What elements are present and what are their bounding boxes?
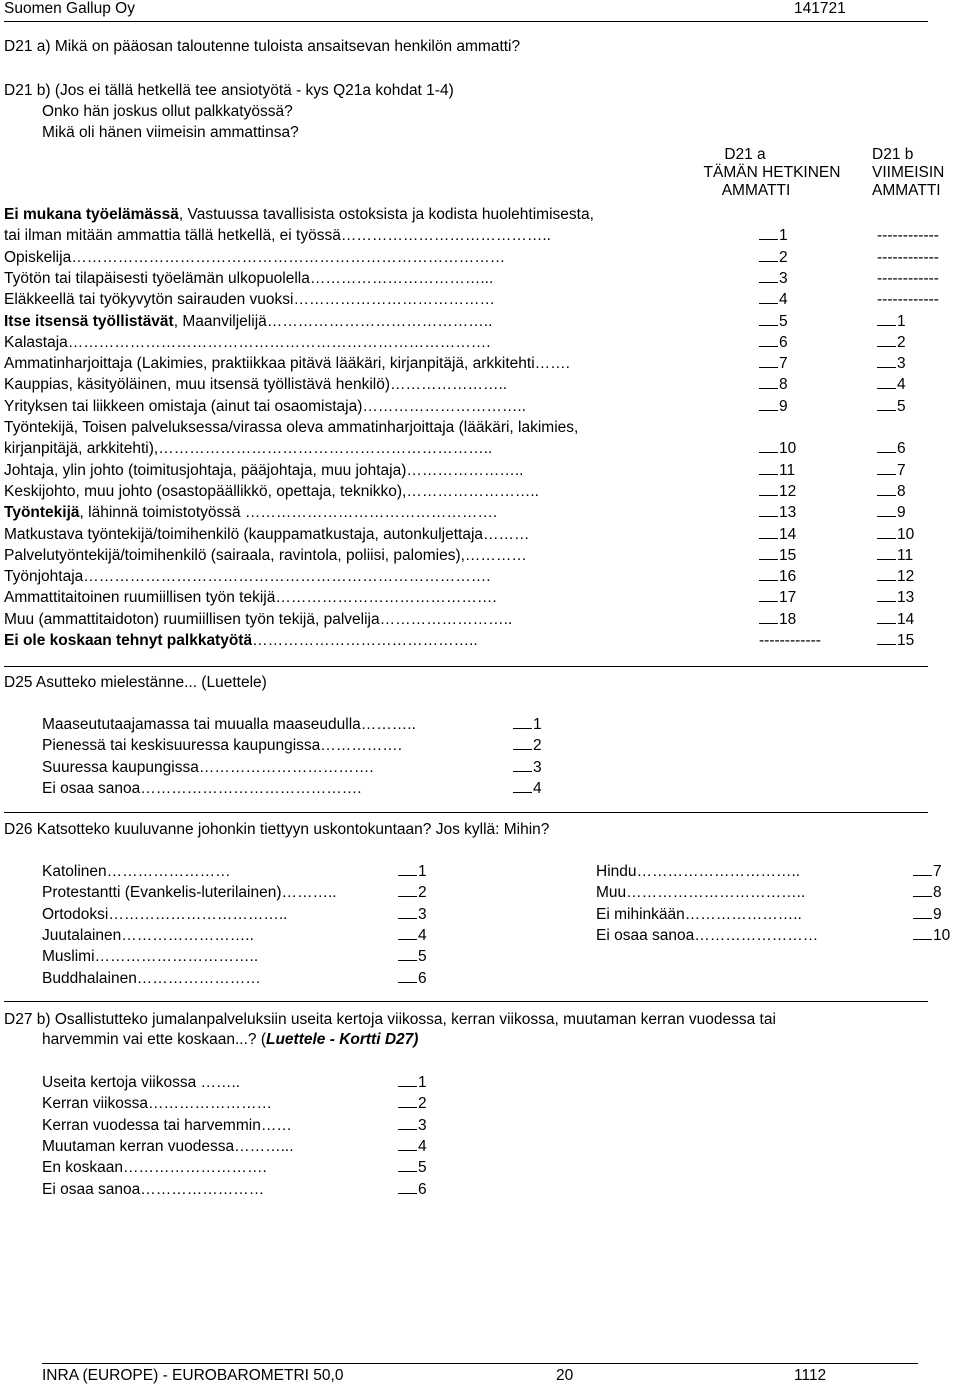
code-latest-value[interactable]: 7 — [877, 462, 906, 479]
answer-blank — [877, 313, 896, 326]
list-item-code[interactable] — [913, 863, 942, 881]
list-item-code-value[interactable]: 6 — [398, 1181, 427, 1198]
row-label-text: Kalastaja………………………………………………………………………. — [4, 333, 491, 351]
answer-blank — [759, 270, 778, 283]
code-current-value[interactable]: 11 — [759, 462, 795, 479]
code-current-value[interactable]: 1 — [759, 227, 788, 244]
row-label — [4, 313, 492, 331]
col-a-header-line2: TÄMÄN HETKINEN — [703, 164, 841, 181]
code-latest-value[interactable]: 12 — [877, 568, 914, 585]
row-label — [4, 589, 497, 607]
row-label-text: , lähinnä toimistotyössä …………………………………………. — [79, 504, 498, 522]
list-item[interactable]: Ei osaa sanoa…………………… — [596, 926, 819, 944]
document-number: 141721 — [794, 0, 846, 17]
row-label-text: Ammattitaitoinen ruumiillisen työn tekijä……………………………………. — [4, 589, 497, 607]
table-row — [4, 376, 954, 397]
code-current-value[interactable]: 9 — [759, 398, 788, 415]
row-label-bold: Itse itsensä työllistävät — [4, 312, 174, 330]
list-item[interactable]: En koskaan………………………. — [42, 1159, 267, 1177]
table-row — [4, 462, 954, 483]
code-current[interactable] — [759, 376, 788, 394]
row-label — [4, 291, 495, 309]
row-label-text: Keskijohto, muu johto (osastopäällikkö, opettaja, teknikko),…………………….. — [4, 482, 539, 500]
row-label — [4, 419, 578, 437]
code-current-value[interactable]: 13 — [759, 504, 796, 521]
list-item[interactable]: Protestantti (Evankelis-luterilainen)……….. — [42, 884, 337, 902]
answer-blank — [513, 737, 532, 750]
list-item-code-value[interactable]: 5 — [398, 1159, 427, 1176]
code-latest[interactable] — [877, 526, 914, 544]
d21b-question-line3: Mikä oli hänen viimeisin ammattinsa? — [42, 124, 299, 141]
table-row — [4, 249, 954, 270]
code-current-value[interactable]: 8 — [759, 376, 788, 393]
answer-blank — [759, 568, 778, 581]
row-label — [4, 334, 491, 352]
code-latest[interactable] — [877, 611, 914, 629]
row-label — [4, 249, 505, 267]
row-label — [4, 504, 497, 522]
answer-blank — [398, 863, 417, 876]
answer-blank — [398, 1181, 417, 1194]
code-current-value[interactable]: 7 — [759, 355, 788, 372]
answer-blank — [513, 780, 532, 793]
row-label — [4, 568, 491, 586]
list-item[interactable]: Ei osaa sanoa…………………… — [42, 1180, 265, 1198]
code-latest-value[interactable]: 5 — [877, 398, 906, 415]
answer-blank — [759, 376, 778, 389]
code-latest-value[interactable]: 9 — [877, 504, 906, 521]
answer-blank — [877, 611, 896, 624]
divider-d25 — [4, 812, 928, 813]
code-latest-value[interactable]: 2 — [877, 334, 906, 351]
code-latest-value[interactable]: 3 — [877, 355, 906, 372]
answer-blank — [759, 227, 778, 240]
table-row — [4, 632, 954, 653]
table-row — [4, 504, 954, 525]
code-current[interactable] — [759, 483, 796, 501]
list-item-code[interactable] — [513, 737, 542, 755]
row-label-bold: Ei mukana työelämässä — [4, 206, 179, 223]
list-item-code[interactable] — [913, 927, 950, 945]
table-row — [4, 483, 954, 504]
list-item-code-value[interactable]: 1 — [398, 863, 427, 880]
code-latest-value[interactable]: 13 — [877, 589, 914, 606]
answer-blank — [877, 355, 896, 368]
answer-blank — [877, 504, 896, 517]
col-a-header-line3: AMMATTI — [721, 182, 791, 199]
list-item[interactable]: Muslimi………………………….. — [42, 948, 259, 966]
answer-blank — [513, 716, 532, 729]
answer-blank — [759, 483, 778, 496]
list-item-code[interactable] — [398, 1074, 427, 1092]
answer-blank — [759, 355, 778, 368]
table-row — [4, 568, 954, 589]
list-item[interactable]: Hindu………………………….. — [596, 863, 801, 880]
answer-blank — [398, 927, 417, 940]
answer-blank — [877, 589, 896, 602]
list-item-code[interactable] — [398, 970, 427, 988]
answer-blank — [877, 334, 896, 347]
list-item-code-value[interactable]: 3 — [398, 906, 427, 923]
answer-blank — [877, 462, 896, 475]
code-latest-value[interactable]: ------------ — [877, 269, 939, 287]
code-current[interactable] — [759, 313, 788, 331]
d27-question-text: harvemmin vai ette koskaan...? ( — [42, 1031, 266, 1048]
table-row — [4, 227, 954, 248]
table-row — [4, 313, 954, 334]
code-latest[interactable] — [877, 440, 906, 458]
list-item-code[interactable] — [398, 1117, 427, 1135]
list-item[interactable]: Useita kertoja viikossa …….. — [42, 1074, 241, 1091]
list-item-code[interactable] — [513, 759, 542, 777]
row-label-text: Ammatinharjoittaja (Lakimies, praktiikkaa pitävä lääkäri, kirjanpitäjä, arkkitehti……. — [4, 355, 570, 373]
list-item-code[interactable] — [913, 906, 942, 924]
answer-blank — [913, 884, 932, 897]
list-item[interactable]: Juutalainen…………………….. — [42, 926, 254, 944]
table-row — [4, 355, 954, 376]
row-label-text: Yrityksen tai liikkeen omistaja (ainut tai osaomistaja)………………………….. — [4, 397, 526, 415]
col-b-header-line3: AMMATTI — [872, 182, 941, 199]
row-label — [4, 355, 570, 373]
code-latest-value[interactable]: 11 — [877, 547, 913, 564]
code-latest-value[interactable]: 14 — [877, 611, 914, 628]
code-current-value[interactable]: 5 — [759, 313, 788, 330]
row-label-text: Kauppias, käsityöläinen, muu itsensä työllistävä henkilö)………………….. — [4, 376, 508, 394]
header-divider — [4, 21, 928, 22]
row-label — [4, 376, 507, 394]
answer-blank — [759, 398, 778, 411]
col-b-header-line2: VIIMEISIN — [872, 164, 945, 181]
answer-blank — [913, 906, 932, 919]
code-latest[interactable] — [877, 483, 906, 501]
list-item-code-value[interactable]: 4 — [398, 1138, 427, 1155]
code-current-value[interactable]: 12 — [759, 483, 796, 500]
code-current-value[interactable]: 14 — [759, 526, 796, 543]
code-current-value[interactable]: 4 — [759, 291, 788, 308]
list-item[interactable]: Buddhalainen…………………… — [42, 969, 261, 987]
code-current[interactable] — [759, 334, 788, 352]
code-current-value[interactable]: 15 — [759, 547, 796, 564]
list-item-code[interactable] — [398, 1095, 427, 1113]
list-item[interactable]: Ei osaa sanoa……………………………………. — [42, 779, 362, 797]
d21b-question-line1: D21 b) (Jos ei tällä hetkellä tee ansiotyötä - kys Q21a kohdat 1-4) — [4, 82, 454, 99]
list-item-code[interactable] — [513, 716, 542, 734]
list-item-code-value[interactable]: 3 — [513, 759, 542, 776]
answer-blank — [398, 970, 417, 983]
row-label-bold: Ei ole koskaan tehnyt palkkatyötä — [4, 632, 253, 649]
answer-blank — [759, 547, 778, 560]
footer-divider — [42, 1363, 918, 1364]
list-item-code-value[interactable]: 4 — [398, 927, 427, 944]
list-item-code-value[interactable]: 10 — [913, 927, 950, 944]
code-current[interactable] — [759, 270, 788, 288]
answer-blank — [759, 249, 778, 262]
divider-d21 — [4, 666, 928, 667]
answer-blank — [877, 398, 896, 411]
row-label — [4, 227, 551, 245]
answer-blank — [398, 948, 417, 961]
code-latest-value[interactable]: ------------ — [877, 227, 939, 245]
row-label — [4, 398, 526, 416]
list-item-code-value[interactable]: 4 — [513, 780, 542, 797]
code-latest-value[interactable]: 8 — [877, 483, 906, 500]
code-latest[interactable] — [877, 270, 939, 288]
code-latest[interactable] — [877, 355, 906, 373]
code-current[interactable] — [759, 355, 788, 373]
table-row — [4, 334, 954, 355]
answer-blank — [759, 291, 778, 304]
answer-blank — [877, 632, 896, 645]
list-item[interactable]: Suuressa kaupungissa……………………………. — [42, 758, 374, 776]
table-row — [4, 291, 954, 312]
d27-question-line2 — [42, 1031, 418, 1049]
list-item[interactable]: Maaseututaajamassa tai muualla maaseudulla……….. — [42, 716, 416, 733]
table-row — [4, 440, 954, 461]
answer-blank — [877, 568, 896, 581]
answer-blank — [513, 759, 532, 772]
code-current[interactable] — [759, 526, 796, 544]
code-current[interactable] — [759, 568, 796, 586]
list-item-code[interactable] — [398, 948, 427, 966]
list-item-code[interactable] — [398, 884, 427, 902]
list-item-code-value[interactable]: 9 — [913, 906, 942, 923]
row-label-bold: Työntekijä — [4, 504, 80, 522]
row-label — [4, 526, 530, 544]
answer-blank — [759, 440, 778, 453]
code-latest[interactable] — [877, 504, 906, 522]
code-latest[interactable] — [877, 398, 906, 416]
code-latest-value[interactable]: ------------ — [877, 291, 939, 309]
row-label-text: Palvelutyöntekijä/toimihenkilö (sairaala, ravintola, poliisi, palomies),………… — [4, 546, 527, 564]
col-a-header — [674, 146, 854, 200]
col-b-header — [872, 146, 944, 200]
list-item-code[interactable] — [398, 863, 427, 881]
answer-blank — [913, 927, 932, 940]
list-item-code-value[interactable]: 2 — [398, 1095, 427, 1112]
list-item-code-value[interactable]: 1 — [398, 1074, 427, 1091]
answer-blank — [398, 1117, 417, 1130]
code-current-value[interactable]: 2 — [759, 249, 788, 266]
row-label-text: , Vastuussa tavallisista ostoksista ja kodista huolehtimisesta, — [178, 206, 594, 223]
answer-blank — [398, 1095, 417, 1108]
table-row — [4, 270, 954, 291]
code-latest[interactable] — [877, 249, 939, 267]
code-current[interactable] — [759, 547, 796, 565]
row-label-text: Työnjohtaja……………………………………………………………………. — [4, 568, 491, 586]
d26-question: D26 Katsotteko kuuluvanne johonkin tiettyyn uskontokuntaan? Jos kyllä: Mihin? — [4, 821, 550, 838]
table-row — [4, 526, 954, 547]
row-label-text: Muu (ammattitaidoton) ruumiillisen työn tekijä, palvelija…………………….. — [4, 610, 513, 628]
answer-blank — [759, 611, 778, 624]
list-item-code-value[interactable]: 1 — [513, 716, 542, 733]
footer-page-number: 20 — [556, 1367, 574, 1384]
list-item[interactable]: Kerran vuodessa tai harvemmin…… — [42, 1116, 292, 1134]
answer-blank — [877, 547, 896, 560]
table-row — [4, 206, 954, 227]
list-item[interactable]: Muutaman kerran vuodessa………... — [42, 1137, 294, 1155]
answer-blank — [759, 589, 778, 602]
list-item-code[interactable] — [398, 1138, 427, 1156]
row-label — [4, 270, 493, 288]
footer-code: 1112 — [794, 1367, 827, 1384]
table-row — [4, 398, 954, 419]
row-label — [4, 547, 527, 565]
row-label — [4, 440, 492, 458]
code-current-value[interactable]: 18 — [759, 611, 796, 628]
code-current-value[interactable]: 3 — [759, 270, 788, 287]
code-latest-value[interactable]: 10 — [877, 526, 914, 543]
code-latest[interactable] — [877, 313, 906, 331]
list-item-code-value[interactable]: 7 — [913, 863, 942, 880]
code-current-value[interactable]: ------------ — [759, 632, 821, 649]
list-item-code[interactable] — [513, 780, 542, 798]
answer-blank — [398, 906, 417, 919]
list-item-code-value[interactable]: 6 — [398, 970, 427, 987]
row-label-text: Eläkkeellä tai työkyvytön sairauden vuoksi………………………………… — [4, 291, 495, 309]
list-item[interactable]: Kerran viikossa…………………… — [42, 1095, 272, 1113]
row-label-text: Työntekijä, Toisen palveluksessa/virassa oleva ammatinharjoittaja (lääkäri, lakimies, — [4, 419, 579, 436]
code-current[interactable] — [759, 504, 796, 522]
code-latest[interactable] — [877, 547, 913, 565]
d27-question-instruction: Luettele - Kortti D27) — [266, 1031, 419, 1048]
code-latest[interactable] — [877, 227, 939, 245]
code-latest[interactable] — [877, 568, 914, 586]
list-item[interactable]: Pienessä tai keskisuuressa kaupungissa……………. — [42, 737, 403, 755]
answer-blank — [398, 1138, 417, 1151]
company-name: Suomen Gallup Oy — [4, 0, 135, 17]
code-current[interactable] — [759, 611, 796, 629]
code-current[interactable] — [759, 291, 788, 309]
table-row — [4, 589, 954, 610]
row-label — [4, 632, 478, 650]
code-latest-value[interactable]: ------------ — [877, 248, 939, 266]
answer-blank — [398, 1074, 417, 1087]
code-current[interactable] — [759, 589, 796, 607]
row-label-text: Työtön tai tilapäisesti työelämän ulkopuolella……………………………... — [4, 269, 494, 287]
answer-blank — [759, 334, 778, 347]
table-row — [4, 611, 954, 632]
answer-blank — [913, 863, 932, 876]
list-item-code-value[interactable]: 8 — [913, 884, 942, 901]
code-latest-value[interactable]: 1 — [877, 313, 906, 330]
code-current[interactable] — [759, 398, 788, 416]
answer-blank — [398, 1159, 417, 1172]
code-latest[interactable] — [877, 632, 914, 650]
d25-question: D25 Asutteko mielestänne... (Luettele) — [4, 674, 267, 691]
code-current[interactable] — [759, 227, 788, 245]
code-current[interactable] — [759, 632, 821, 650]
code-latest[interactable] — [877, 291, 939, 309]
row-label — [4, 483, 539, 501]
answer-blank — [759, 313, 778, 326]
list-item-code[interactable] — [398, 906, 427, 924]
list-item[interactable]: Muu…………………………….. — [596, 884, 806, 902]
list-item-code[interactable] — [913, 884, 942, 902]
code-current[interactable] — [759, 440, 796, 458]
code-latest-value[interactable]: 4 — [877, 376, 906, 393]
answer-blank — [759, 462, 778, 475]
d21a-question: D21 a) Mikä on pääosan taloutenne tuloista ansaitsevan henkilön ammatti? — [4, 38, 521, 55]
answer-blank — [877, 440, 896, 453]
code-latest-value[interactable]: 15 — [877, 632, 914, 649]
answer-blank — [759, 504, 778, 517]
code-latest-value[interactable]: 6 — [877, 440, 906, 457]
list-item[interactable]: Ortodoksi…………………………….. — [42, 905, 288, 923]
answer-blank — [877, 483, 896, 496]
list-item-code-value[interactable]: 3 — [398, 1117, 427, 1134]
row-label-text: Matkustava työntekijä/toimihenkilö (kauppamatkustaja, autonkuljettaja……… — [4, 525, 530, 543]
code-current-value[interactable]: 10 — [759, 440, 796, 457]
list-item[interactable]: Ei mihinkään………………….. — [596, 905, 802, 923]
code-latest[interactable] — [877, 334, 906, 352]
row-label-text: tai ilman mitään ammattia tällä hetkellä, ei työssä………………………………….. — [4, 227, 551, 245]
code-current-value[interactable]: 17 — [759, 589, 796, 606]
answer-blank — [877, 376, 896, 389]
list-item-code[interactable] — [398, 927, 427, 945]
list-item-code-value[interactable]: 2 — [513, 737, 542, 754]
code-current[interactable] — [759, 249, 788, 267]
row-label-text: , Maanviljelijä…………………………………….. — [173, 312, 493, 330]
code-latest[interactable] — [877, 376, 906, 394]
col-a-header-line1: D21 a — [724, 146, 766, 163]
row-label — [4, 462, 524, 480]
code-current-value[interactable]: 16 — [759, 568, 796, 585]
answer-blank — [398, 884, 417, 897]
list-item-code[interactable] — [398, 1159, 427, 1177]
table-row — [4, 547, 954, 568]
answer-blank — [759, 526, 778, 539]
row-label-text: kirjanpitäjä, arkkitehti),……………………………………………………….. — [4, 440, 493, 458]
row-label — [4, 206, 594, 224]
col-b-header-line1: D21 b — [872, 146, 914, 163]
footer-survey-name: INRA (EUROPE) - EUROBAROMETRI 50,0 — [42, 1367, 344, 1384]
list-item[interactable]: Katolinen…………………… — [42, 863, 231, 880]
d27-question-line1: D27 b) Osallistutteko jumalanpalveluksiin useita kertoja viikossa, kerran viikossa, muutaman kerran vuodessa tai — [4, 1011, 776, 1028]
answer-blank — [877, 526, 896, 539]
row-label-text: Opiskelija………………………………………………………………………… — [4, 248, 506, 266]
row-label-text: …………………………………….. — [252, 632, 478, 649]
code-current-value[interactable]: 6 — [759, 334, 788, 351]
code-latest[interactable] — [877, 589, 914, 607]
code-latest[interactable] — [877, 462, 906, 480]
divider-d26 — [4, 1001, 928, 1002]
table-row — [4, 419, 954, 440]
list-item-code-value[interactable]: 5 — [398, 948, 427, 965]
row-label — [4, 611, 512, 629]
code-current[interactable] — [759, 462, 795, 480]
d21b-question-line2: Onko hän joskus ollut palkkatyössä? — [42, 103, 293, 120]
list-item-code[interactable] — [398, 1181, 427, 1199]
row-label-text: Johtaja, ylin johto (toimitusjohtaja, pääjohtaja, muu johtaja)………………….. — [4, 461, 524, 479]
list-item-code-value[interactable]: 2 — [398, 884, 427, 901]
